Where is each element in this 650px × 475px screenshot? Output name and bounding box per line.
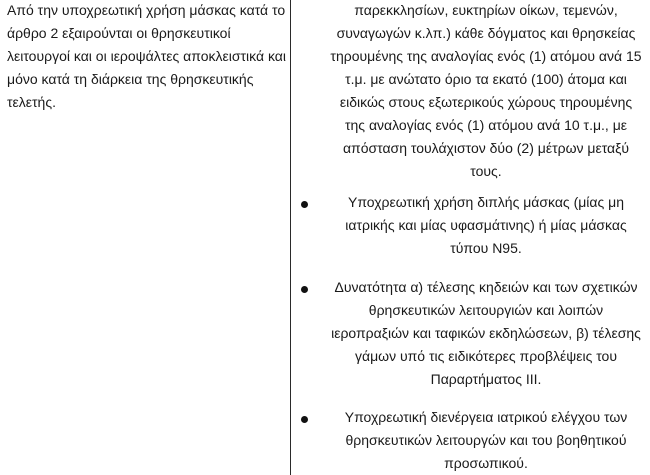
bullet-text: Δυνατότητα α) τέλεσης κηδειών και των σχετικών θρησκευτικών λειτουργιών και λοιπών ιεροπραξιών και ταφικών εκδηλώσεων, β) τέλεσης γάμων υπό τις ειδικότερες προβλέψεις του Παραρτήματος ΙΙΙ. xyxy=(331,279,641,387)
right-table-cell xyxy=(291,0,650,475)
bullet-icon xyxy=(301,416,308,423)
bullet-icon xyxy=(301,201,308,208)
continued-paragraph: παρεκκλησίων, ευκτηρίων οίκων, τεμενών, συναγωγών κ.λπ.) κάθε δόγματος και θρησκείας τηρουμένης της αναλογίας ενός (1) ατόμου ανά 15 τ.μ. με ανώτατο όριο τα εκατό (100) άτομα και ειδικώς στους εξωτερικούς χώρους τηρουμένης της αναλογίας ενός (1) ατόμου ανά 10 τ.μ., με απόσταση τουλάχιστον δύο (2) μέτρων μεταξύ τους. xyxy=(330,2,642,179)
bullet-text: Υποχρεωτική διενέργεια ιατρικού ελέγχου των θρησκευτικών λειτουργών και του βοηθητικού προσωπικού. xyxy=(344,409,628,471)
left-table-cell xyxy=(0,0,286,475)
exemption-paragraph: Από την υποχρεωτική χρήση μάσκας κατά το άρθρο 2 εξαιρούνται οι θρησκευτικοί λειτουργοί και οι ιεροψάλτες αποκλειστικά και μόνο κατά τη διάρκεια της θρησκευτικής τελετής. xyxy=(7,2,286,110)
bullet-text: Υποχρεωτική χρήση διπλής μάσκας (μίας μη ιατρικής και μίας υφασμάτινης) ή μίας μάσκας τύπου Ν95. xyxy=(345,194,627,256)
bullet-icon xyxy=(301,286,308,293)
